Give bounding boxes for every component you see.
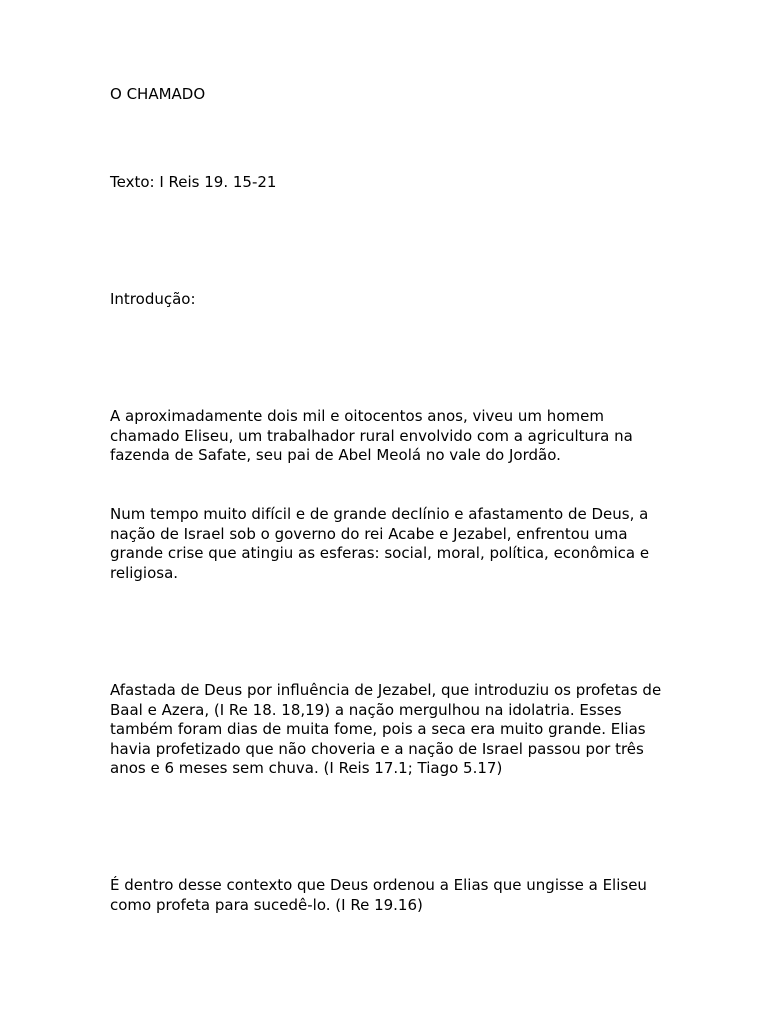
paragraph-3: Afastada de Deus por influência de Jezabel, que introduziu os profetas de Baal e Azera, (I Re 18. 18,19) a nação mergulhou na idolatria. Esses também foram dias de muita fome, pois a seca era muito grande. Elias havia profetizado que não choveria e a nação de Israel passou por três anos e 6 meses sem chuva. (I Reis 17.1; Tiago 5.17): [110, 681, 662, 777]
document-title: O CHAMADO: [110, 85, 206, 103]
scripture-reference: Texto: I Reis 19. 15-21: [110, 173, 277, 191]
paragraph-2: Num tempo muito difícil e de grande declínio e afastamento de Deus, a nação de Israel sob o governo do rei Acabe e Jezabel, enfrentou uma grande crise que atingiu as esferas: social, moral, política, econômica e religiosa.: [110, 505, 650, 582]
paragraph-1: A aproximadamente dois mil e oitocentos anos, viveu um homem chamado Eliseu, um trabalhador rural envolvido com a agricultura na fazenda de Safate, seu pai de Abel Meolá no vale do Jordão.: [110, 407, 633, 464]
introduction-heading: Introdução:: [110, 290, 196, 308]
paragraph-4: É dentro desse contexto que Deus ordenou a Elias que ungisse a Eliseu como profeta para sucedê-lo. (I Re 19.16): [110, 876, 647, 914]
